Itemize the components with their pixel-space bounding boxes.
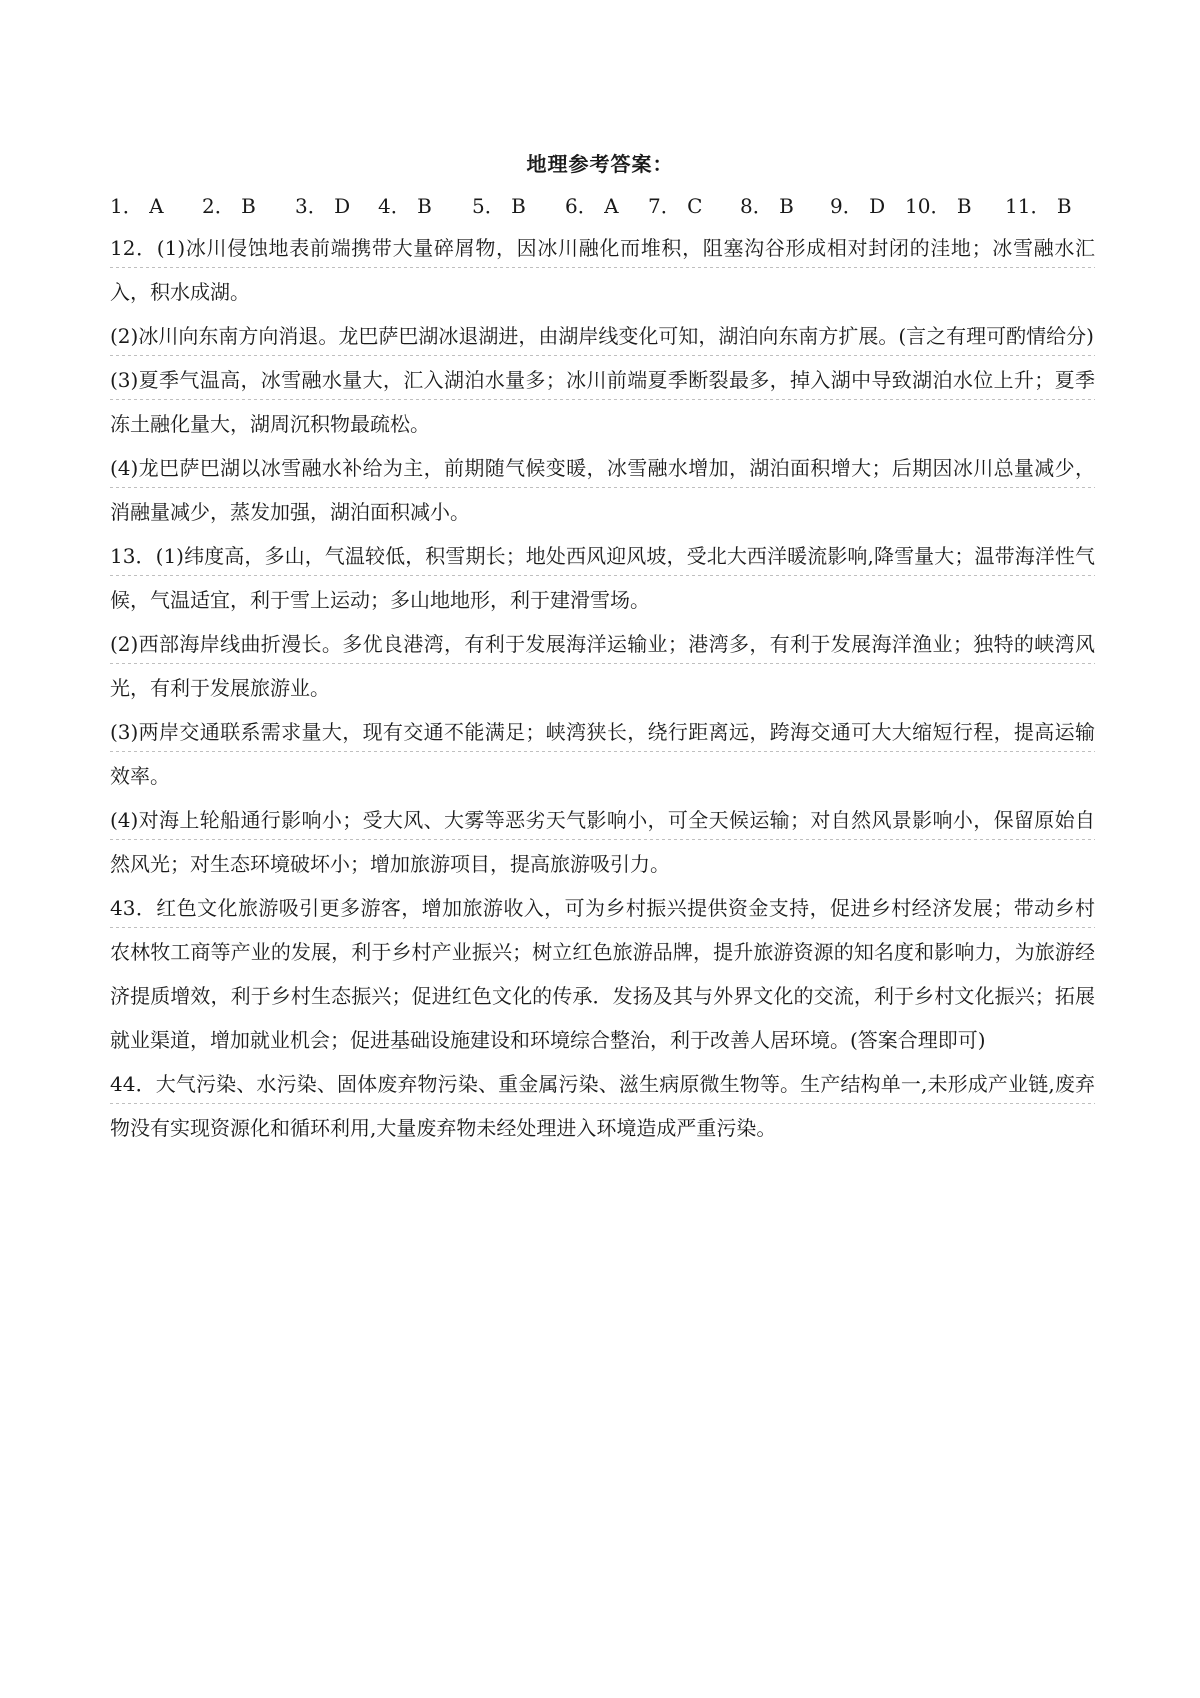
mc-answer: 11． B [1005, 194, 1072, 218]
mc-answer: 10． B [905, 194, 972, 218]
mc-answer: 4． B [378, 194, 432, 218]
mc-answer: 2． B [202, 194, 256, 218]
page-title: 地理参考答案： [526, 152, 674, 176]
answer-paragraph: 12．(1)冰川侵蚀地表前端携带大量碎屑物，因冰川融化而堆积，阻塞沟谷形成相对封闭的洼地；冰雪融水汇入，积水成湖。 [110, 226, 1095, 314]
answer-paragraph: (2)冰川向东南方向消退。龙巴萨巴湖冰退湖进，由湖岸线变化可知，湖泊向东南方扩展。(言之有理可酌情给分) [110, 314, 1095, 358]
mc-answer: 6． A [565, 194, 619, 218]
mc-answer: 1． A [110, 194, 164, 218]
answer-paragraph: (4)对海上轮船通行影响小；受大风、大雾等恶劣天气影响小，可全天候运输；对自然风景影响小，保留原始自然风光；对生态环境破坏小；增加旅游项目，提高旅游吸引力。 [110, 798, 1095, 886]
answer-paragraph: 44．大气污染、水污染、固体废弃物污染、重金属污染、滋生病原微生物等。生产结构单一,未形成产业链,废弃物没有实现资源化和循环利用,大量废弃物未经处理进入环境造成严重污染。 [110, 1062, 1095, 1150]
answer-paragraph: 43．红色文化旅游吸引更多游客，增加旅游收入，可为乡村振兴提供资金支持，促进乡村经济发展；带动乡村农林牧工商等产业的发展，利于乡村产业振兴；树立红色旅游品牌，提升旅游资源的知名度和影响力，为旅游经济提质增效，利于乡村生态振兴；促进红色文化的传承．发扬及其与外界文化的交流，利于乡村文化振兴；拓展就业渠道，增加就业机会；促进基础设施建设和环境综合整治，利于改善人居环境。(答案合理即可) [110, 886, 1095, 1062]
answer-paragraph: (2)西部海岸线曲折漫长。多优良港湾，有利于发展海洋运输业；港湾多，有利于发展海洋渔业；独特的峡湾风光，有利于发展旅游业。 [110, 622, 1095, 710]
mc-answer: 7． C [648, 194, 703, 218]
written-answers [110, 226, 1095, 1150]
mc-answer: 8． B [740, 194, 794, 218]
answer-paragraph: (4)龙巴萨巴湖以冰雪融水补给为主，前期随气候变暖，冰雪融水增加，湖泊面积增大；后期因冰川总量减少，消融量减少，蒸发加强，湖泊面积减小。 [110, 446, 1095, 534]
answer-paragraph: 13．(1)纬度高，多山，气温较低，积雪期长；地处西风迎风坡，受北大西洋暖流影响,降雪量大；温带海洋性气候，气温适宜，利于雪上运动；多山地地形，利于建滑雪场。 [110, 534, 1095, 622]
mc-answer: 3． D [295, 194, 351, 218]
answer-paragraph: (3)夏季气温高，冰雪融水量大，汇入湖泊水量多；冰川前端夏季断裂最多，掉入湖中导致湖泊水位上升；夏季冻土融化量大，湖周沉积物最疏松。 [110, 358, 1095, 446]
answer-paragraph: (3)两岸交通联系需求量大，现有交通不能满足；峡湾狭长，绕行距离远，跨海交通可大大缩短行程，提高运输效率。 [110, 710, 1095, 798]
mc-answer: 5． B [472, 194, 526, 218]
mc-answer: 9． D [830, 194, 886, 218]
